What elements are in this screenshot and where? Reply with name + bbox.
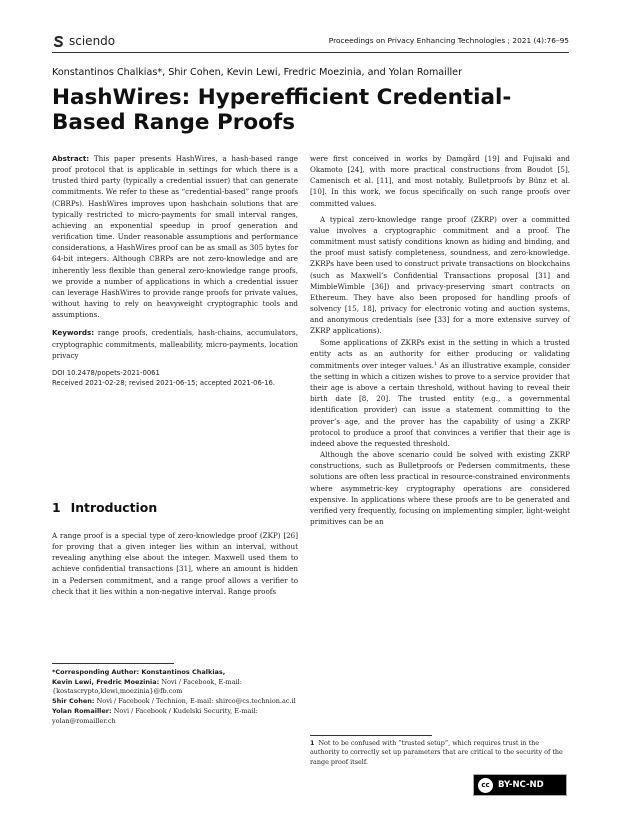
section-number: 1 <box>52 500 61 515</box>
doi: DOI 10.2478/popets-2021-0061 <box>52 368 160 377</box>
publisher-logo <box>52 34 115 48</box>
abstract-text: This paper presents HashWires, a hash-based range proof protocol that is applicable in settings for which there is a trusted third party (typically a credential issuer) that can generate commitments. We refer to these as “credential-based” range proofs (CBRPs). HashWires improves upon hashchain solutions that are typically restricted to micro-payments for small interval ranges, achieving an exponential speedup in proof generation and verification time. Under reasonable assumptions and performance considerations, a HashWires proof can be as small as 305 bytes for 64-bit integers. Although CBRPs are not zero-knowledge and are inherently less flexible than general zero-knowledge range proofs, we provide a number of applications in which a credential issuer can leverage HashWires to provide range proofs for private values, without having to rely on heavyweight cryptographic tools and assumptions. <box>52 154 298 320</box>
received-dates: Received 2021-02-28; revised 2021-06-15; accepted 2021-06-16. <box>52 378 276 387</box>
paper-title: HashWires: Hyperefficient Credential-Based Range Proofs <box>52 85 512 135</box>
left-column <box>52 153 298 388</box>
paragraph-2: A typical zero-knowledge range proof (ZKRP) over a committed value involves a cryptographic commitment and a proof. The commitment must satisfy conditions known as hiding and binding, and the proof must satisfy completeness, soundness, and zero-knowledge. ZKRPs have been used to construct private transactions on blockchains (such as Maxwell’s Confidential Transactions proposal [31] and MimbleWimble [36]) and privacy-preserving smart contracts on Ethereum. They have also been proposed for handling proofs of solvency [15, 18], privacy for electronic voting and auction systems, and anonymous credentials (see [33] for a more extensive survey of ZKRP applications). <box>310 214 570 336</box>
footnote-number: 1 <box>310 739 315 747</box>
header-divider <box>52 52 569 53</box>
abstract <box>52 153 298 320</box>
abstract-label: Abstract: <box>52 154 90 163</box>
keywords-text: range proofs, credentials, hash-chains, accumulators, cryptographic commitments, malleability, micro-payments, location privacy <box>52 328 298 360</box>
affiliation-2: Shir Cohen: Novi / Facebook / Technion, E-mail: shirco@cs.technion.ac.il <box>52 697 296 706</box>
paragraph-4: Although the above scenario could be solved with existing ZKRP constructions, such as Bulletproofs or Pedersen commitments, these solutions are often less practical in resource-constrained environments where asymmetric-key cryptography operations are considered expensive. In applications where these proofs are to be generated and verified very frequently, focusing on implementing simpler, light-weight primitives can be an <box>310 450 570 526</box>
sciendo-logo-icon <box>52 35 65 48</box>
paragraph-1: were first conceived in works by Damgård [19] and Fujisaki and Okamoto [24], with more practical constructions from Boudot [5], Camenisch et al. [11], and most notably, Bulletproofs by Bünz et al. [10]. In this work, we focus specifically on such range proofs over committed values. <box>310 154 570 208</box>
keywords-label: Keywords: <box>52 328 95 338</box>
corresponding-author: *Corresponding Author: Konstantinos Chalkias, <box>52 668 226 676</box>
right-column <box>310 153 570 527</box>
creative-commons-icon: cc <box>478 778 493 793</box>
license-badge[interactable] <box>473 774 567 796</box>
footnote-text: Not to be confused with “trusted setup”, which requires trust in the authority to correctly set up parameters that are critical to the security of the range proof itself. <box>310 739 563 766</box>
journal-citation: Proceedings on Privacy Enhancing Technologies ; 2021 (4):76–95 <box>328 36 569 45</box>
page-header <box>52 34 569 54</box>
footnote-divider-left <box>52 663 174 664</box>
section-title: Introduction <box>70 500 158 515</box>
intro-left-text <box>52 530 298 597</box>
paragraph-3: Some applications of ZKRPs exist in the setting in which a trusted entity acts as an authority for either producing or validating commitments over integer values.$^1$ As an illustrative example, consider the setting in which a citizen wishes to prove to a service provider that their age is above a certain threshold, without having to reveal their birth date [8, 20]. The trusted entity (e.g., a governmental identification provider) can issue a statement committing to the prover’s age, and the prover has the capability of using a ZKRP protocol to produce a proof that convinces a verifier that their age is indeed above the requested threshold. <box>310 337 570 448</box>
license-text: BY-NC-ND <box>498 780 544 790</box>
affiliation-1: Kevin Lewi, Fredric Moezinia: Novi / Facebook, E-mail: {kostascrypto,klewi,moezinia}@fb.com <box>52 677 242 696</box>
keywords <box>52 327 298 360</box>
section-heading <box>52 500 157 515</box>
footnote-divider-right <box>310 735 432 736</box>
intro-paragraph: A range proof is a special type of zero-knowledge proof (ZKP) [26] for proving that a given integer lies within an interval, without revealing anything else about the integer. Maxwell used them to achieve confidential transactions [31], where an amount is hidden in a Pedersen commitment, and a range proof allows a verifier to check that it lies within a non-negative interval. Range proofs <box>52 531 298 596</box>
footnote-marker[interactable]: 1 <box>434 360 438 367</box>
author-list: Konstantinos Chalkias*, Shir Cohen, Kevin Lewi, Fredric Moezinia, and Yolan Romailler <box>52 67 463 78</box>
footnote-1 <box>310 739 568 767</box>
brand-name: sciendo <box>69 34 116 48</box>
affiliation-3: Yolan Romailler: Novi / Facebook / Kudelski Security, E-mail: yolan@romailler.ch <box>52 706 258 725</box>
author-affiliations <box>52 668 298 726</box>
